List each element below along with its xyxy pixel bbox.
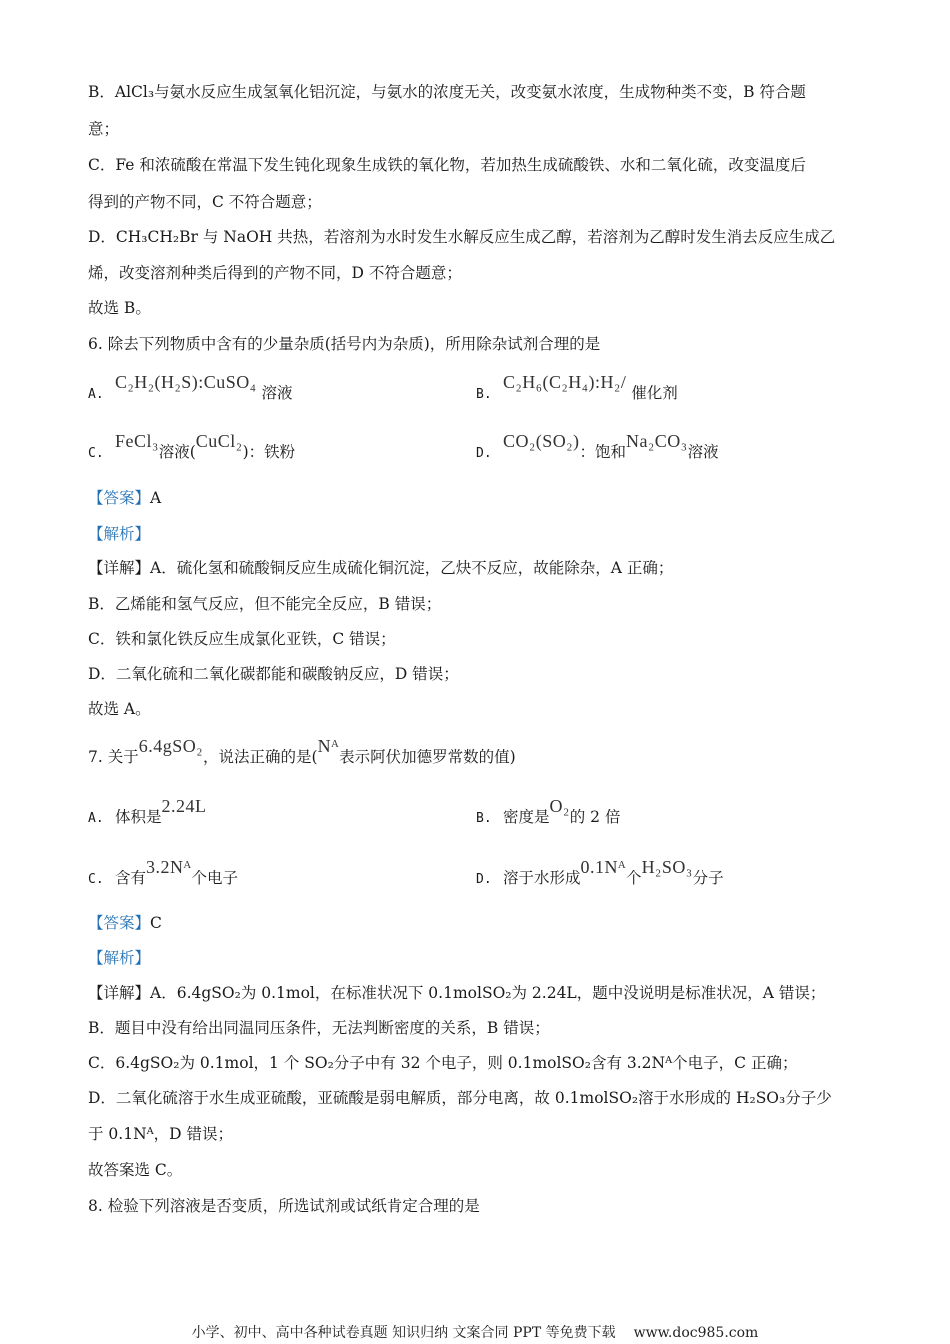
option-mid: 溶液( [158, 443, 196, 461]
q5-analysis-d-line1: D．CH₃CH₂Br 与 NaOH 共热，若溶剂为水时发生水解反应生成乙醇，若溶剂为乙醇时发生消去反应生成乙 [88, 228, 836, 246]
option-pre: 体积是 [114, 808, 162, 826]
formula: FeCl₃ [114, 431, 159, 451]
answer-value: A [150, 489, 162, 507]
q6-detail-d: D．二氧化硫和二氧化碳都能和碳酸钠反应，D 错误； [88, 665, 459, 683]
answer-tag: 【答案】 [88, 489, 151, 507]
option-post: 分子 [692, 869, 724, 887]
q6-detail-b: B．乙烯能和氢气反应，但不能完全反应，B 错误； [88, 595, 442, 613]
q7-analysis-tag [88, 948, 150, 968]
formula: Nᴬ [317, 736, 340, 756]
formula: C₂H₆(C₂H₄):H₂/ [502, 372, 627, 392]
formula: 0.1Nᴬ [580, 857, 627, 877]
detail-tag: 【详解】 [88, 559, 151, 577]
q7-detail-b: B．题目中没有给出同温同压条件，无法判断密度的关系，B 错误； [88, 1019, 550, 1037]
formula: 3.2Nᴬ [145, 857, 192, 877]
q6-option-b [476, 372, 678, 405]
answer-tag: 【答案】 [88, 914, 151, 932]
formula: 6.4gSO₂ [138, 736, 204, 756]
formula: H₂SO₃ [641, 857, 693, 877]
q6-stem: 6. 除去下列物质中含有的少量杂质(括号内为杂质)，所用除杂试剂合理的是 [88, 335, 601, 353]
page-footer [0, 1322, 950, 1342]
q8-stem: 8. 检验下列溶液是否变质，所选试剂或试纸肯定合理的是 [88, 1197, 480, 1215]
stem-post: 表示阿伏加德罗常数的值) [339, 748, 516, 766]
option-letter: C. [88, 446, 104, 461]
option-letter: D. [476, 872, 492, 887]
q6-option-d [476, 431, 719, 464]
q5-conclusion: 故选 B。 [88, 299, 151, 317]
option-suffix: 溶液 [687, 443, 719, 461]
option-suffix: 溶液 [261, 384, 293, 402]
option-letter: A. [88, 387, 104, 402]
q6-detail-a [88, 558, 673, 578]
option-suffix: )：铁粉 [242, 443, 296, 461]
q7-option-d [476, 857, 724, 890]
option-letter: C. [88, 872, 104, 887]
q6-conclusion: 故选 A。 [88, 700, 151, 718]
detail-text: A．硫化氢和硫酸铜反应生成硫化铜沉淀，乙炔不反应，故能除杂，A 正确； [150, 559, 674, 577]
answer-value: C [150, 914, 162, 932]
option-mid: 个 [626, 869, 642, 887]
q7-conclusion: 故答案选 C。 [88, 1161, 183, 1179]
option-pre: 溶于水形成 [502, 869, 581, 887]
option-post: 个电子 [191, 869, 239, 887]
detail-text: A．6.4gSO₂为 0.1mol，在标准状况下 0.1molSO₂为 2.24L，题中没说明是标准状况，A 错误； [150, 984, 826, 1002]
q5-analysis-b-line1: B．AlCl₃与氨水反应生成氢氧化铝沉淀，与氨水的浓度无关，改变氨水浓度，生成物种类不变，B 符合题 [88, 83, 806, 101]
formula: C₂H₂(H₂S):CuSO₄ [114, 372, 257, 392]
detail-tag: 【详解】 [88, 984, 151, 1002]
q7-detail-a [88, 983, 825, 1003]
option-suffix: 催化剂 [631, 384, 678, 402]
q5-analysis-d-line2: 烯，改变溶剂种类后得到的产物不同，D 不符合题意； [88, 264, 462, 282]
q6-option-a [88, 372, 293, 405]
q7-detail-c: C．6.4gSO₂为 0.1mol，1 个 SO₂分子中有 32 个电子，则 0.1molSO₂含有 3.2Nᴬ个电子，C 正确； [88, 1054, 798, 1072]
q6-answer [88, 488, 161, 508]
option-post: 的 2 倍 [569, 808, 621, 826]
formula: Na₂CO₃ [626, 431, 688, 451]
q7-stem [88, 736, 516, 767]
analysis-tag: 【解析】 [88, 525, 151, 543]
footer-text: 小学、初中、高中各种试卷真题 知识归纳 文案合同 PPT 等免费下载 [191, 1325, 616, 1341]
stem-mid: ，说法正确的是( [203, 748, 318, 766]
q5-analysis-b-line2: 意； [88, 120, 120, 138]
q7-detail-d-line2: 于 0.1Nᴬ，D 错误； [88, 1125, 234, 1143]
option-mid: ：饱和 [579, 443, 627, 461]
q7-option-b [476, 796, 621, 829]
stem-pre: 7. 关于 [88, 748, 139, 766]
q7-option-a [88, 796, 207, 829]
q6-option-c [88, 431, 296, 464]
formula: O₂ [549, 796, 570, 816]
option-letter: B. [476, 387, 492, 402]
q7-detail-d-line1: D．二氧化硫溶于水生成亚硫酸，亚硫酸是弱电解质，部分电离，故 0.1molSO₂溶于水形成的 H₂SO₃分子少 [88, 1089, 832, 1107]
option-letter: B. [476, 811, 492, 826]
option-pre: 含有 [114, 869, 146, 887]
formula: 2.24L [161, 796, 207, 816]
q6-detail-c: C．铁和氯化铁反应生成氯化亚铁，C 错误； [88, 630, 396, 648]
footer-url[interactable]: www.doc985.com [633, 1325, 759, 1341]
analysis-tag: 【解析】 [88, 949, 151, 967]
formula: CO₂(SO₂) [502, 431, 580, 451]
q7-answer [88, 913, 162, 933]
formula: CuCl₂ [195, 431, 243, 451]
option-letter: A. [88, 811, 104, 826]
option-letter: D. [476, 446, 492, 461]
q5-analysis-c-line2: 得到的产物不同，C 不符合题意； [88, 193, 322, 211]
q5-analysis-c-line1: C．Fe 和浓硫酸在常温下发生钝化现象生成铁的氧化物，若加热生成硫酸铁、水和二氧化硫，改变温度后 [88, 156, 806, 174]
q7-option-c [88, 857, 239, 890]
q6-analysis-tag [88, 524, 150, 544]
option-pre: 密度是 [502, 808, 550, 826]
